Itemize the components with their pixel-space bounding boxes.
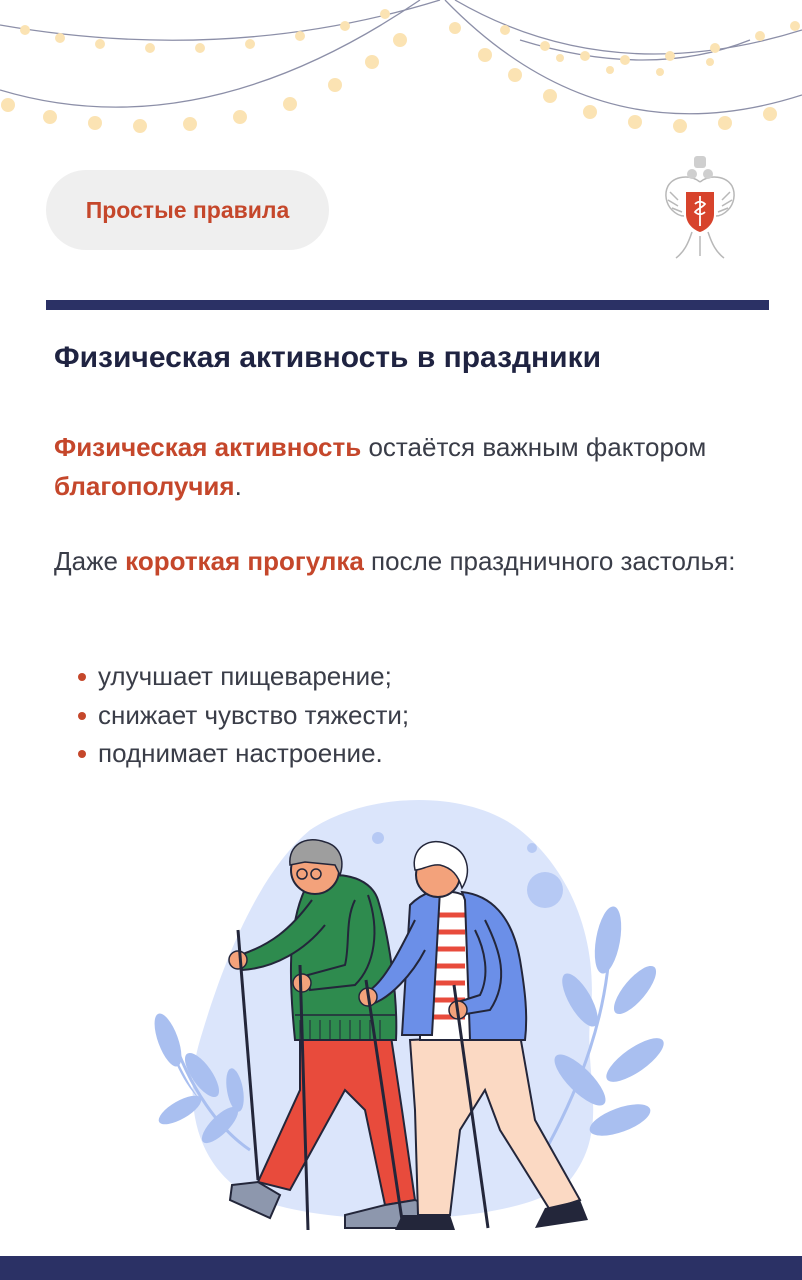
paragraph-text-end: . <box>234 471 242 501</box>
bullet-icon <box>78 673 86 681</box>
highlight-wellbeing: благополучия <box>54 471 235 501</box>
seniors-nordic-walking-illustration <box>140 790 670 1240</box>
category-badge <box>46 170 329 250</box>
highlight-short-walk: короткая прогулка <box>125 546 364 576</box>
highlight-activity: Физическая активность <box>54 432 362 462</box>
paragraph-text-end: после праздничного застолья: <box>363 546 736 576</box>
paragraph-text: Даже <box>54 546 126 576</box>
category-badge-label: Простые правила <box>85 196 290 223</box>
header-divider <box>46 300 769 310</box>
bullet-icon <box>78 750 86 758</box>
page-title: Физическая активность в праздники <box>54 341 602 374</box>
list-item: улучшает пищеварение; <box>78 657 409 696</box>
list-item: поднимает настроение. <box>78 734 409 773</box>
bullet-icon <box>78 712 86 720</box>
benefits-list <box>78 657 409 773</box>
ministry-emblem-icon <box>662 152 738 264</box>
string-lights-icon <box>0 0 802 150</box>
paragraph-activity <box>54 428 754 506</box>
paragraph-text: остаётся важным фактором <box>361 432 707 462</box>
list-item: снижает чувство тяжести; <box>78 696 409 735</box>
paragraph-walk <box>54 542 754 581</box>
footer-bar <box>0 1256 802 1280</box>
